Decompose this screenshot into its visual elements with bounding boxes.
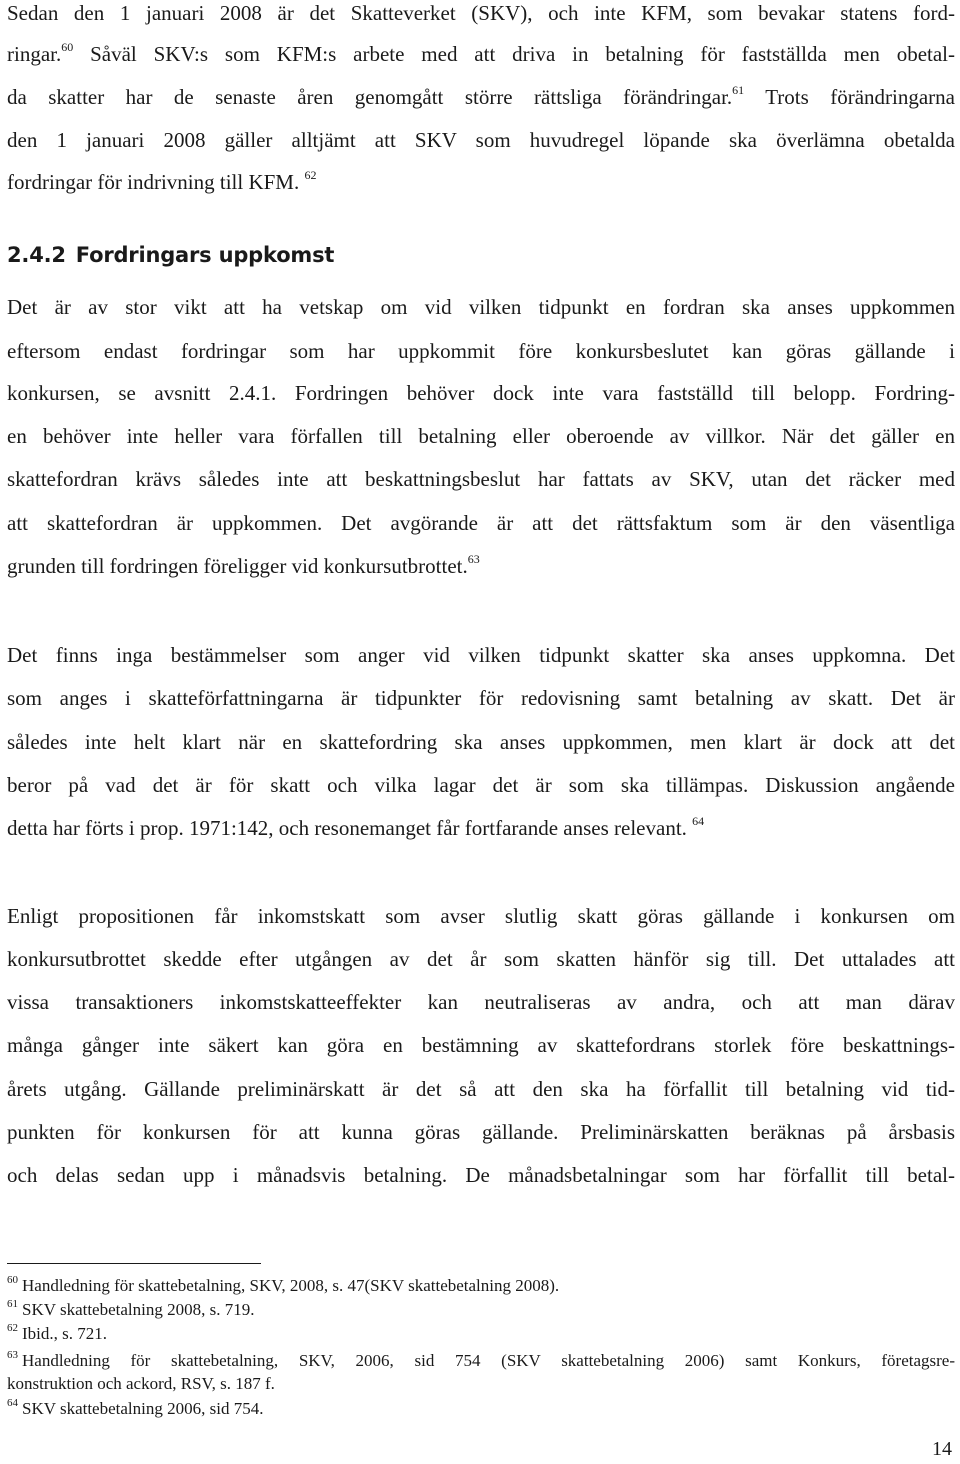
- body-text-line: och delas sedan upp i månadsvis betalning. De månadsbetalningar som har förfallit till betal-: [7, 1163, 955, 1187]
- body-text-line: fordringar för indrivning till KFM. $^{62}$: [7, 168, 317, 194]
- footnote-number: 61: [7, 1298, 18, 1311]
- footnote-number: 60: [7, 1274, 18, 1287]
- section-title: Fordringars uppkomst: [75, 243, 335, 267]
- body-text-line: grunden till fordringen föreligger vid konkursutbrottet.$^{63}$: [7, 552, 480, 578]
- body-text-line: Enligt propositionen får inkomstskatt som avser slutlig skatt göras gällande i konkursen om: [7, 904, 955, 928]
- body-text-line: vissa transaktioners inkomstskatteeffekter kan neutraliseras av andra, och att man därav: [7, 990, 955, 1014]
- body-text-line: att skattefordran är uppkommen. Det avgörande är att det rättsfaktum som är den väsentliga: [7, 511, 955, 535]
- body-text-line: Sedan den 1 januari 2008 är det Skatteverket (SKV), och inte KFM, som bevakar statens ford-: [7, 1, 955, 25]
- section-number: 2.4.2: [7, 243, 66, 267]
- footnote-62: $^{62}$ Ibid., s. 721.: [7, 1322, 107, 1343]
- footnote-ref[interactable]: 64: [692, 814, 705, 828]
- footnote-64: $^{64}$ SKV skattebetalning 2006, sid 754.: [7, 1397, 264, 1418]
- body-text-line: den 1 januari 2008 gäller alltjämt att SKV som huvudregel löpande ska överlämna obetalda: [7, 128, 955, 152]
- body-text-line: skattefordran krävs således inte att beskattningsbeslut har fattats av SKV, utan det räcker med: [7, 467, 955, 491]
- body-text-line: som anges i skatteförfattningarna är tidpunkter för redovisning samt betalning av skatt. Det är: [7, 686, 955, 710]
- body-text-line: da skatter har de senaste åren genomgått större rättsliga förändringar.$^{61}$ Trots förändringarna: [7, 83, 955, 109]
- body-text-line: eftersom endast fordringar som har uppkommit före konkursbeslutet kan göras gällande i: [7, 339, 955, 363]
- footnote-ref[interactable]: 63: [467, 552, 480, 566]
- footnote-ref[interactable]: 61: [732, 83, 745, 97]
- footnote-61: $^{61}$ SKV skattebetalning 2008, s. 719.: [7, 1298, 255, 1319]
- footnote-63-continued: konstruktion och ackord, RSV, s. 187 f.: [7, 1374, 275, 1393]
- footnote-separator: [7, 1263, 261, 1264]
- body-text-line: många gånger inte säkert kan göra en bestämning av skattefordrans storlek före beskattnings-: [7, 1033, 955, 1057]
- section-heading: [7, 241, 334, 269]
- footnote-60: $^{60}$ Handledning för skattebetalning, SKV, 2008, s. 47(SKV skattebetalning 2008).: [7, 1274, 560, 1295]
- body-text-line: således inte helt klart när en skattefordring ska anses uppkommen, men klart är dock att det: [7, 730, 955, 754]
- page-number: 14: [932, 1438, 952, 1460]
- body-text-line: ringar.$^{60}$ Såväl SKV:s som KFM:s arbete med att driva in betalning för fastställda men obetal-: [7, 40, 955, 66]
- footnote-number: 63: [7, 1349, 18, 1362]
- body-text-line: detta har förts i prop. 1971:142, och resonemanget får fortfarande anses relevant. $^{64}$: [7, 814, 705, 840]
- body-text-line: en behöver inte heller vara förfallen till betalning eller oberoende av villkor. När det gäller en: [7, 424, 955, 448]
- footnote-63: $^{63}$ Handledning för skattebetalning, SKV, 2006, sid 754 (SKV skattebetalning 2006) samt Konkurs, företagsre-: [7, 1349, 955, 1370]
- body-text-line: Det är av stor vikt att ha vetskap om vid vilken tidpunkt en fordran ska anses uppkommen: [7, 295, 955, 319]
- body-text-line: beror på vad det är för skatt och vilka lagar det är som ska tillämpas. Diskussion angående: [7, 773, 955, 797]
- body-text-line: konkursutbrottet skedde efter utgången av det år som skatten hänför sig till. Det uttalades att: [7, 947, 955, 971]
- footnote-number: 64: [7, 1397, 18, 1410]
- body-text-line: punkten för konkursen för att kunna göras gällande. Preliminärskatten beräknas på årsbasis: [7, 1120, 955, 1144]
- footnote-ref[interactable]: 62: [304, 168, 317, 182]
- body-text-line: konkursen, se avsnitt 2.4.1. Fordringen behöver dock inte vara fastställd till belopp. Fordring-: [7, 381, 955, 405]
- footnote-number: 62: [7, 1322, 18, 1335]
- body-text-line: Det finns inga bestämmelser som anger vid vilken tidpunkt skatter ska anses uppkomna. Det: [7, 643, 955, 667]
- body-text-line: årets utgång. Gällande preliminärskatt är det så att den ska ha förfallit till betalning vid tid-: [7, 1077, 955, 1101]
- footnote-ref[interactable]: 60: [61, 40, 74, 54]
